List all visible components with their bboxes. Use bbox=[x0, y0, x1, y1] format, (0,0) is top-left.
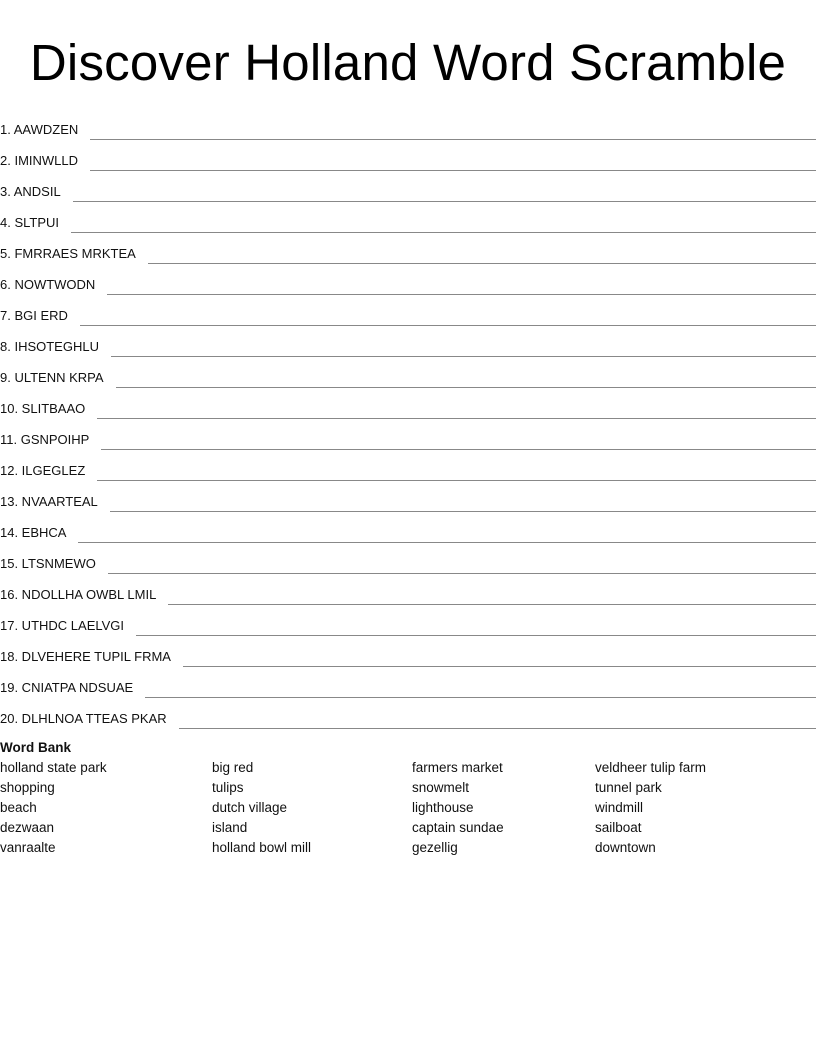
scrambled-word: 17. UTHDC LAELVGI bbox=[0, 618, 125, 633]
scrambled-word: 15. LTSNMEWO bbox=[0, 556, 96, 571]
answer-line bbox=[108, 559, 816, 574]
word-bank-word: shopping bbox=[0, 780, 55, 795]
scramble-item bbox=[0, 451, 816, 482]
word-bank-word: windmill bbox=[595, 800, 644, 815]
scrambled-word: 6. NOWTWODN bbox=[0, 277, 96, 292]
scrambled-word: 13. NVAARTEAL bbox=[0, 494, 98, 509]
page-title: Discover Holland Word Scramble bbox=[29, 34, 787, 91]
answer-line bbox=[90, 125, 816, 140]
scrambled-word: 7. BGI ERD bbox=[0, 308, 68, 323]
scrambled-word: 8. IHSOTEGHLU bbox=[0, 339, 99, 354]
scrambled-word: 14. EBHCA bbox=[0, 525, 67, 540]
word-bank-word: vanraalte bbox=[0, 840, 56, 855]
answer-line bbox=[71, 218, 816, 233]
scramble-item bbox=[0, 544, 816, 575]
word-bank-word: farmers market bbox=[412, 760, 503, 775]
answer-line bbox=[148, 249, 816, 264]
answer-line bbox=[101, 435, 816, 450]
word-bank-word: big red bbox=[212, 760, 254, 775]
scramble-item bbox=[0, 606, 816, 637]
scramble-item bbox=[0, 327, 816, 358]
answer-line bbox=[80, 311, 816, 326]
scramble-item bbox=[0, 389, 816, 420]
answer-line bbox=[136, 621, 816, 636]
answer-line bbox=[97, 466, 816, 481]
scrambled-word: 18. DLVEHERE TUPIL FRMA bbox=[0, 649, 171, 664]
answer-line bbox=[183, 652, 816, 667]
answer-line bbox=[111, 342, 816, 357]
word-bank-grid bbox=[0, 758, 816, 858]
word-bank-column bbox=[212, 758, 311, 858]
scrambled-word: 4. SLTPUI bbox=[0, 215, 60, 230]
scrambled-word: 12. ILGEGLEZ bbox=[0, 463, 86, 478]
word-bank-word: dutch village bbox=[212, 800, 288, 815]
answer-line bbox=[168, 590, 816, 605]
scramble-item bbox=[0, 296, 816, 327]
scrambled-word: 10. SLITBAAO bbox=[0, 401, 86, 416]
answer-line bbox=[90, 156, 816, 171]
word-bank-column bbox=[412, 758, 504, 858]
scramble-item bbox=[0, 265, 816, 296]
scramble-item bbox=[0, 420, 816, 451]
answer-line bbox=[97, 404, 816, 419]
word-bank-column bbox=[0, 758, 107, 858]
scramble-item bbox=[0, 482, 816, 513]
word-bank-word: sailboat bbox=[595, 820, 642, 835]
word-bank-word: holland bowl mill bbox=[212, 840, 312, 855]
word-bank-word: snowmelt bbox=[412, 780, 470, 795]
word-bank-word: tunnel park bbox=[595, 780, 662, 795]
scramble-item bbox=[0, 575, 816, 606]
scrambled-word: 5. FMRRAES MRKTEA bbox=[0, 246, 136, 261]
scramble-item bbox=[0, 668, 816, 699]
scrambled-word: 3. ANDSIL bbox=[0, 184, 61, 199]
word-bank-title: Word Bank bbox=[0, 740, 72, 755]
scramble-item bbox=[0, 203, 816, 234]
word-bank-word: gezellig bbox=[412, 840, 458, 855]
scrambled-word: 9. ULTENN KRPA bbox=[0, 370, 104, 385]
answer-line bbox=[145, 683, 816, 698]
scrambled-word: 19. CNIATPA NDSUAE bbox=[0, 680, 134, 695]
scramble-item bbox=[0, 234, 816, 265]
scrambled-word: 1. AAWDZEN bbox=[0, 122, 79, 137]
scramble-item bbox=[0, 172, 816, 203]
scramble-item bbox=[0, 513, 816, 544]
scrambled-word: 20. DLHLNOA TTEAS PKAR bbox=[0, 711, 167, 726]
answer-line bbox=[179, 714, 816, 729]
word-bank-word: downtown bbox=[595, 840, 656, 855]
answer-line bbox=[78, 528, 816, 543]
scramble-item bbox=[0, 141, 816, 172]
word-bank-word: veldheer tulip farm bbox=[595, 760, 707, 775]
scrambled-word: 11. GSNPOIHP bbox=[0, 432, 90, 447]
word-bank bbox=[0, 738, 816, 858]
answer-line bbox=[116, 373, 816, 388]
answer-line bbox=[107, 280, 816, 295]
word-bank-word: lighthouse bbox=[412, 800, 474, 815]
scrambled-word: 2. IMINWLLD bbox=[0, 153, 79, 168]
word-bank-word: holland state park bbox=[0, 760, 107, 775]
word-bank-word: island bbox=[212, 820, 248, 835]
word-bank-word: captain sundae bbox=[412, 820, 504, 835]
scramble-item bbox=[0, 699, 816, 730]
scramble-item bbox=[0, 637, 816, 668]
word-bank-word: beach bbox=[0, 800, 37, 815]
word-bank-word: tulips bbox=[212, 780, 244, 795]
answer-line bbox=[73, 187, 816, 202]
scramble-item bbox=[0, 110, 816, 141]
answer-line bbox=[110, 497, 816, 512]
scramble-item bbox=[0, 358, 816, 389]
scramble-list bbox=[0, 110, 816, 730]
scrambled-word: 16. NDOLLHA OWBL LMIL bbox=[0, 587, 157, 602]
word-bank-word: dezwaan bbox=[0, 820, 55, 835]
word-bank-column bbox=[595, 758, 706, 858]
